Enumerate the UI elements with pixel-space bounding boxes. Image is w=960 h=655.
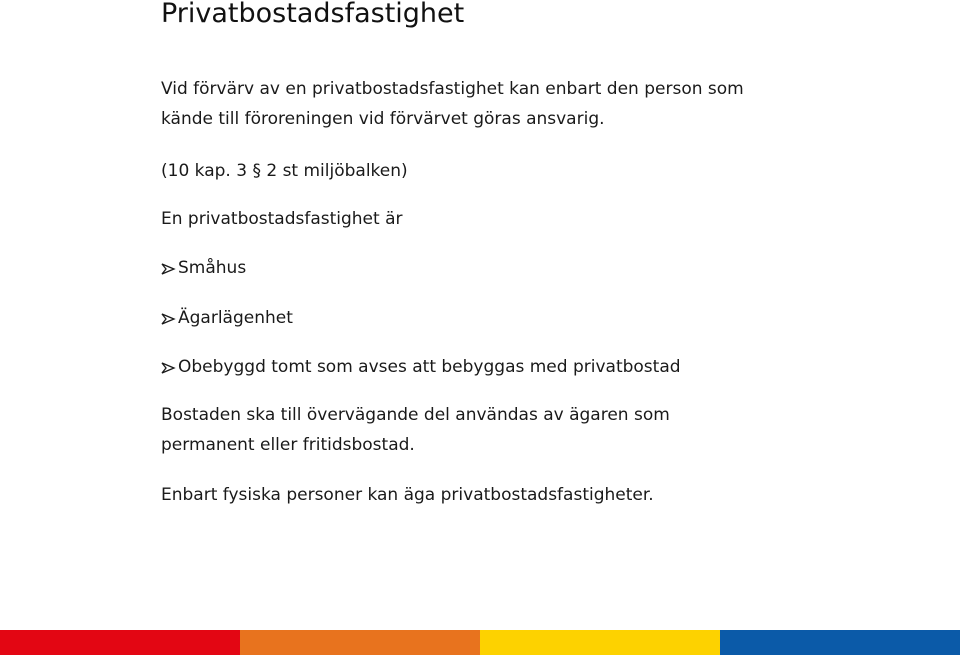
arrow-bullet-icon — [161, 262, 176, 276]
legal-reference: (10 kap. 3 § 2 st miljöbalken) — [161, 161, 408, 181]
arrow-bullet-icon — [161, 312, 176, 326]
intro-paragraph — [161, 74, 744, 134]
usage-line-2: permanent eller fritidsbostad. — [161, 435, 415, 455]
footer-segment-red — [0, 630, 240, 655]
conclusion-paragraph: Enbart fysiska personer kan äga privatbostadsfastigheter. — [161, 485, 654, 505]
bullet-label: Ägarlägenhet — [178, 308, 293, 328]
bullet-item-smahus — [161, 253, 246, 283]
footer-color-bar — [0, 630, 960, 655]
bullet-label: Småhus — [178, 258, 247, 278]
bullet-item-agarlagenhet — [161, 303, 293, 333]
footer-segment-orange — [240, 630, 480, 655]
intro-line-1: Vid förvärv av en privatbostadsfastighet kan enbart den person som — [161, 79, 744, 99]
definition-lead: En privatbostadsfastighet är — [161, 209, 403, 229]
bullet-label: Obebyggd tomt som avses att bebyggas med privatbostad — [178, 357, 681, 377]
arrow-bullet-icon — [161, 361, 176, 375]
footer-segment-yellow — [480, 630, 720, 655]
intro-line-2: kände till föroreningen vid förvärvet göras ansvarig. — [161, 109, 605, 129]
usage-line-1: Bostaden ska till övervägande del användas av ägaren som — [161, 405, 670, 425]
bullet-item-obebyggd-tomt — [161, 352, 681, 382]
slide-title: Privatbostadsfastighet — [161, 0, 465, 29]
footer-segment-blue — [720, 630, 960, 655]
usage-paragraph — [161, 400, 670, 460]
